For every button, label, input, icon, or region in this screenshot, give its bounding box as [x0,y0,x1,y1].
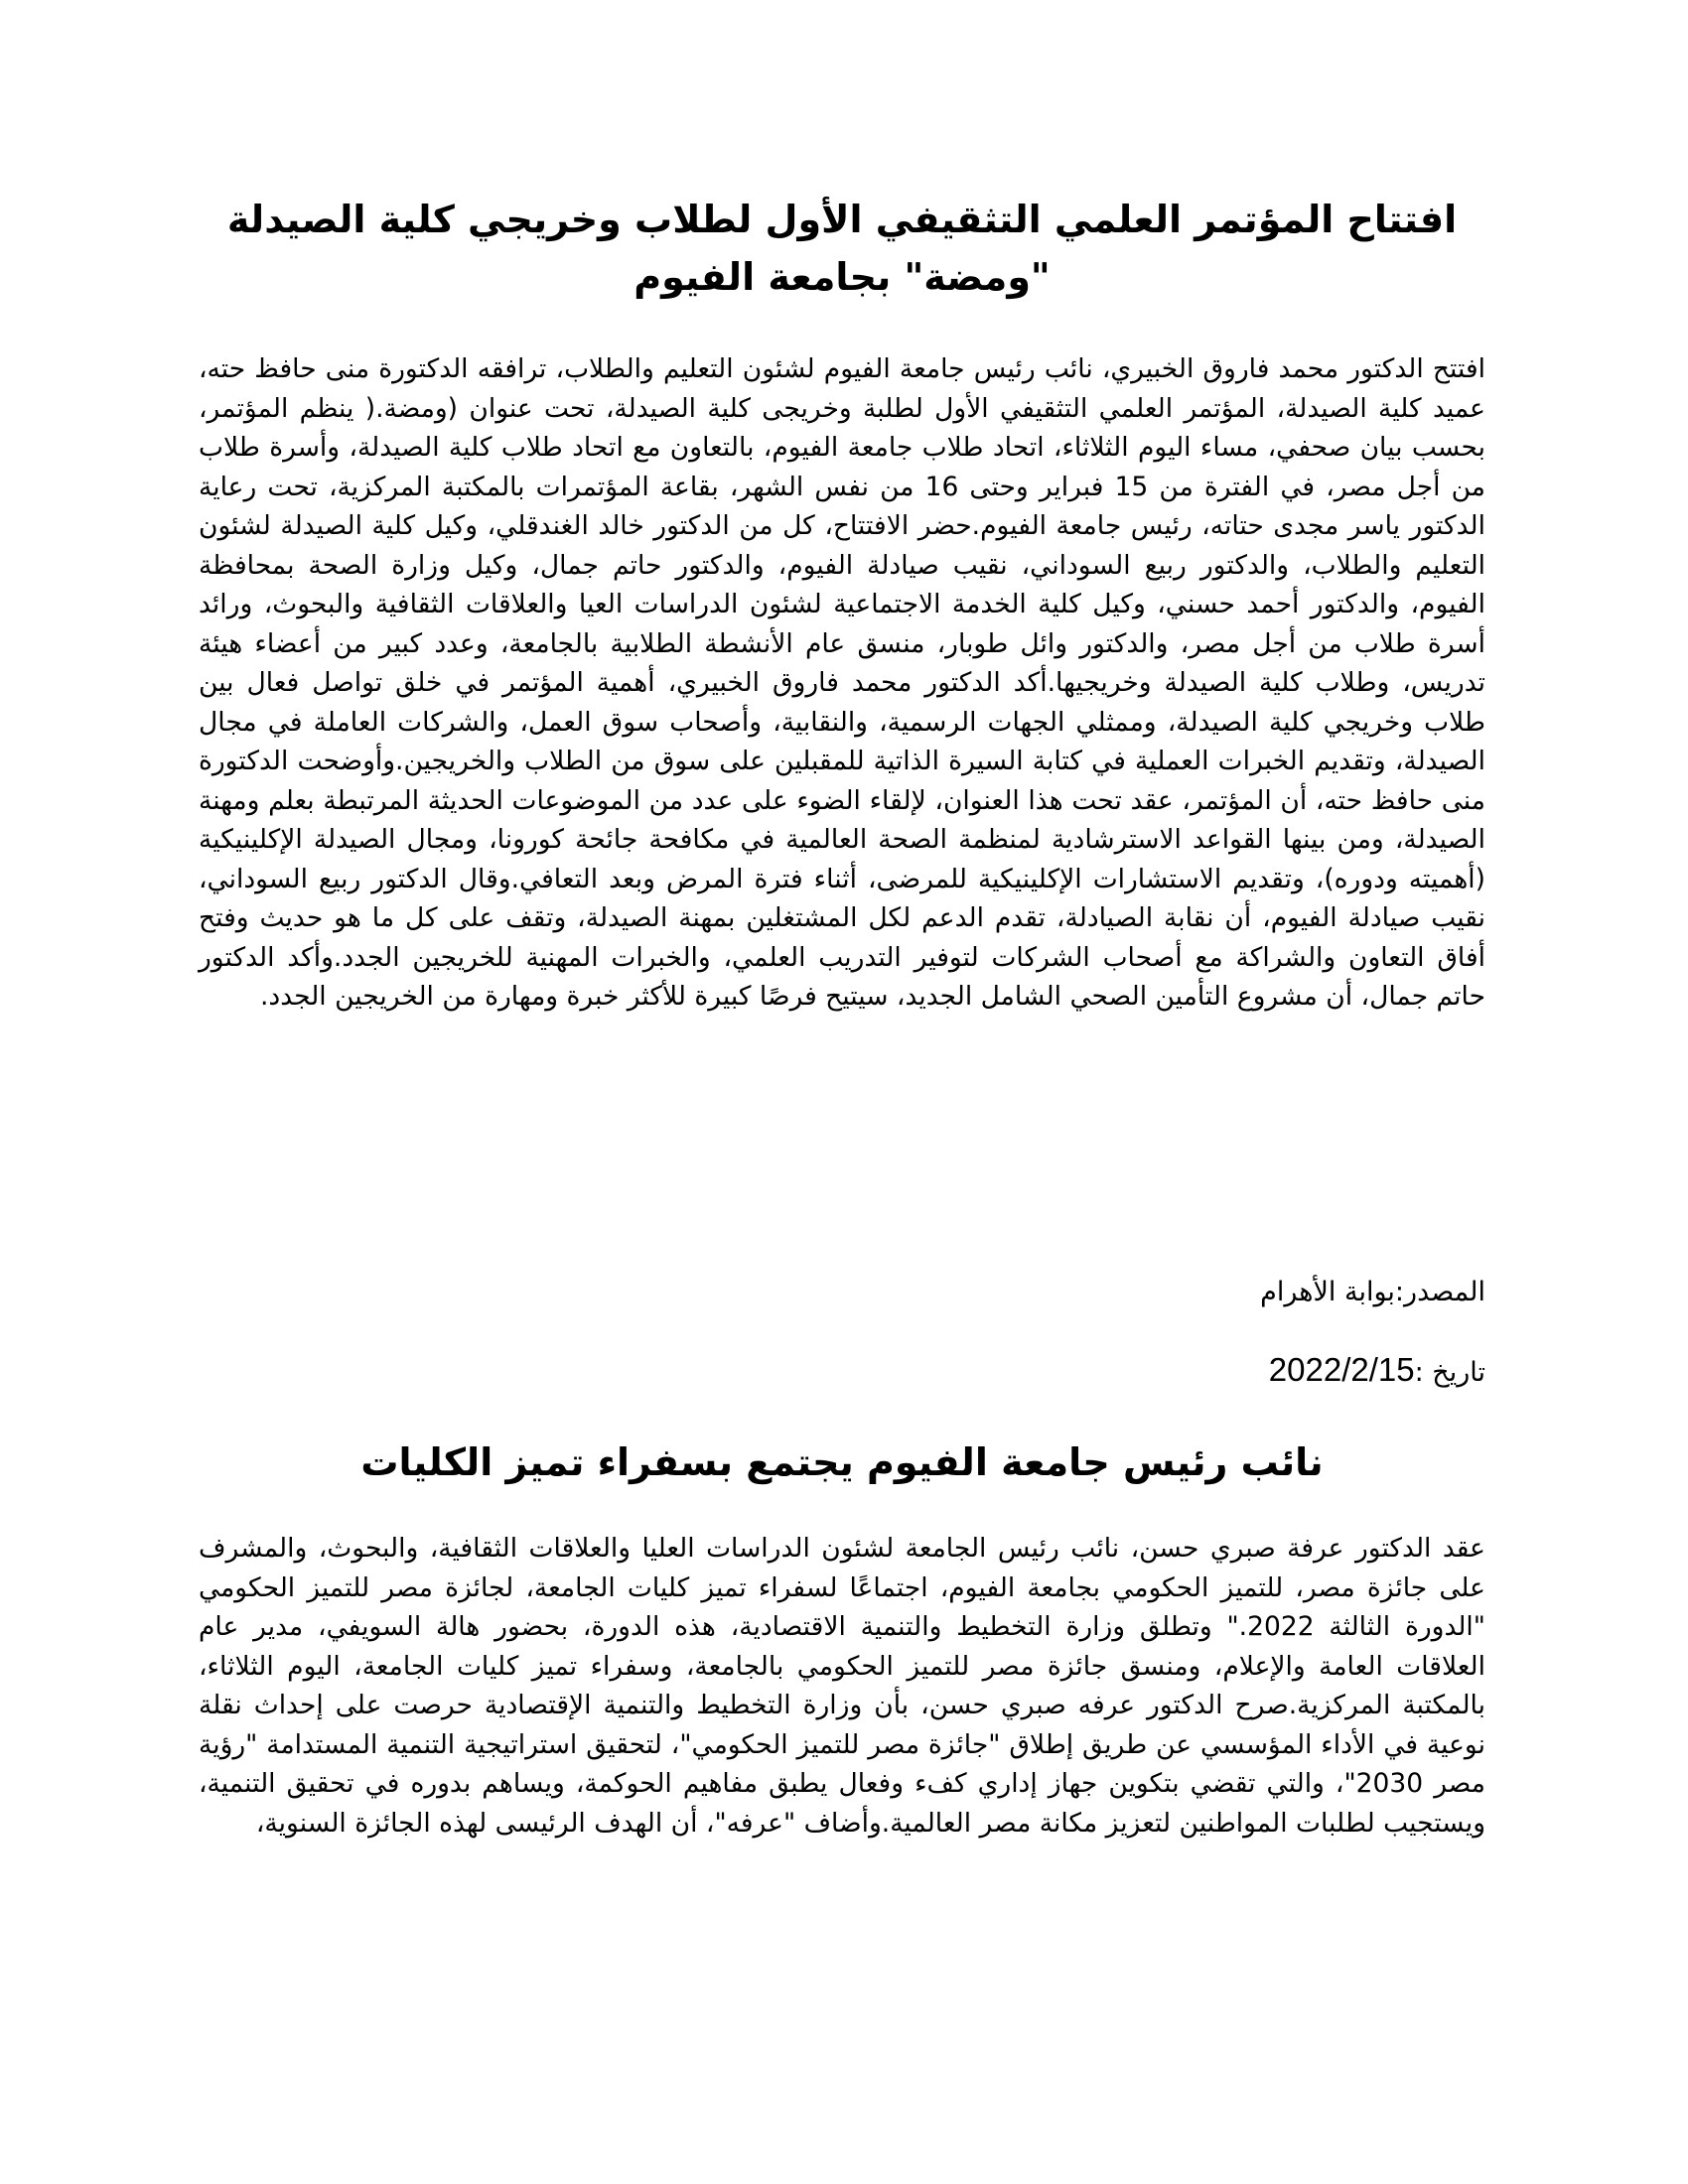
article-2-body: عقد الدكتور عرفة صبري حسن، نائب رئيس الجامعة لشئون الدراسات العليا والعلاقات الثقافية، والبحوث، والمشرف على جائزة مصر، للتميز الحكومي بجامعة الفيوم، اجتماعًا لسفراء تميز كليات الجامعة، لجائزة مصر للتميز الحكومي "الدورة الثالثة 2022." وتطلق وزارة التخطيط والتنمية الاقتصادية، هذه الدورة، بحضور هالة السويفي، مدير عام العلاقات العامة والإعلام، ومنسق جائزة مصر للتميز الحكومي بالجامعة، وسفراء تميز كليات الجامعة، اليوم الثلاثاء، بالمكتبة المركزية.صرح الدكتور عرفه صبري حسن، بأن وزارة التخطيط والتنمية الإقتصادية حرصت على إحداث نقلة نوعية في الأداء المؤسسي عن طريق إطلاق "جائزة مصر للتميز الحكومي"، لتحقيق استراتيجية التنمية المستدامة "رؤية مصر 2030"، والتي تقضي بتكوين جهاز إداري كفء وفعال يطبق مفاهيم الحوكمة، ويساهم بدوره في تحقيق التنمية، ويستجيب لطلبات المواطنين لتعزيز مكانة مصر العالمية.وأضاف "عرفه"، أن الهدف الرئيسى لهذه الجائزة السنوية، [199,1533,1485,1839]
date-label: تاريخ : [1414,1357,1485,1388]
article-1-date [199,1350,1485,1393]
article-1-body: افتتح الدكتور محمد فاروق الخبيري، نائب رئيس جامعة الفيوم لشئون التعليم والطلاب، ترافقه الدكتورة منى حافظ حته، عميد كلية الصيدلة، المؤتمر العلمي التثقيفي الأول لطلبة وخريجى كلية الصيدلة، تحت عنوان (ومضة.( ينظم المؤتمر، بحسب بيان صحفي، مساء اليوم الثلاثاء، اتحاد طلاب جامعة الفيوم، بالتعاون مع اتحاد طلاب كلية الصيدلة، وأسرة طلاب من أجل مصر، في الفترة من 15 فبراير وحتى 16 من نفس الشهر، بقاعة المؤتمرات بالمكتبة المركزية، تحت رعاية الدكتور ياسر مجدى حتاته، رئيس جامعة الفيوم.حضر الافتتاح، كل من الدكتور خالد الغندقلي، وكيل كلية الصيدلة لشئون التعليم والطلاب، والدكتور ربيع السوداني، نقيب صيادلة الفيوم، والدكتور حاتم جمال، وكيل وزارة الصحة بمحافظة الفيوم، والدكتور أحمد حسني، وكيل كلية الخدمة الاجتماعية لشئون الدراسات العيا والعلاقات الثقافية والبحوث، ورائد أسرة طلاب من أجل مصر، والدكتور وائل طوبار، منسق عام الأنشطة الطلابية بالجامعة، وعدد كبير من أعضاء هيئة تدريس، وطلاب كلية الصيدلة وخريجيها.أكد الدكتور محمد فاروق الخبيري، أهمية المؤتمر في خلق تواصل فعال بين طلاب وخريجي كلية الصيدلة، وممثلي الجهات الرسمية، والنقابية، وأصحاب سوق العمل، والشركات العاملة في مجال الصيدلة، وتقديم الخبرات العملية في كتابة السيرة الذاتية للمقبلين على سوق من الطلاب والخريجين.وأوضحت الدكتورة منى حافظ حته، أن المؤتمر، عقد تحت هذا العنوان، لإلقاء الضوء على عدد من الموضوعات الحديثة المرتبطة بعلم ومهنة الصيدلة، ومن بينها القواعد الاسترشادية لمنظمة الصحة العالمية في مكافحة جائحة كورونا، ومجال الصيدلة الإكلينيكية (أهميته ودوره)، وتقديم الاستشارات الإكلينيكية للمرضى، أثناء فترة المرض وبعد التعافي.وقال الدكتور ربيع السوداني، نقيب صيادلة الفيوم، أن نقابة الصيادلة، تقدم الدعم لكل المشتغلين بمهنة الصيدلة، وتقف على كل ما هو حديث وفتح أفاق التعاون والشراكة مع أصحاب الشركات لتوفير التدريب العلمي، والخبرات المهنية للخريجين الجدد.وأكد الدكتور حاتم جمال، أن مشروع التأمين الصحي الشامل الجديد، سيتيح فرصًا كبيرة للأكثر خبرة ومهارة من الخريجين الجدد. [199,353,1485,1012]
date-value: 2022/2/15 [1268,1351,1415,1388]
article-2-title: نائب رئيس جامعة الفيوم يجتمع بسفراء تميز الكليات [360,1440,1324,1484]
article-1-title: افتتاح المؤتمر العلمي التثقيفي الأول لطلاب وخريجي كلية الصيدلة "ومضة" بجامعة الفيوم [226,198,1458,299]
article-1-source: المصدر:بوابة الأهرام [1260,1277,1485,1307]
